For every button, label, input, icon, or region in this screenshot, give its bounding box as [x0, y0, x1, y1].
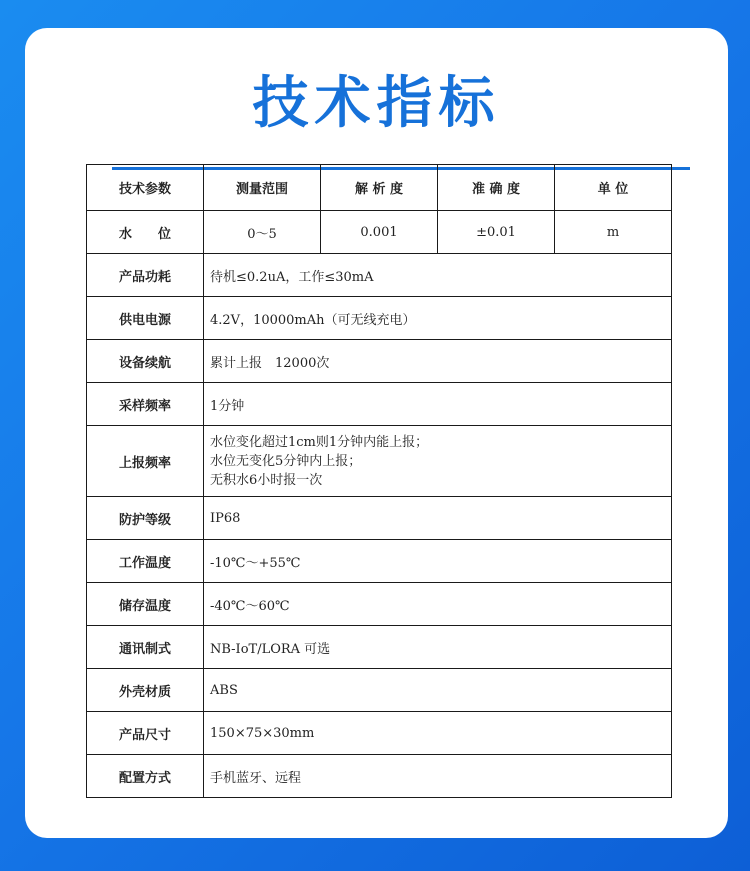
row-label: 工作温度 — [87, 540, 204, 583]
table-row — [87, 712, 672, 755]
table-row — [87, 340, 672, 383]
table-row — [87, 540, 672, 583]
row-value: 150×75×30mm — [204, 712, 672, 755]
header-cell: 准 确 度 — [438, 165, 555, 211]
table-row — [87, 755, 672, 798]
header-cell: 测量范围 — [204, 165, 321, 211]
row-label: 上报频率 — [87, 426, 204, 497]
value-line: 无积水6小时报一次 — [210, 472, 323, 488]
row-value: 手机蓝牙、远程 — [204, 755, 672, 798]
header-cell: 解 析 度 — [321, 165, 438, 211]
row-label: 采样频率 — [87, 383, 204, 426]
row-label: 防护等级 — [87, 497, 204, 540]
value-line: 水位变化超过1cm则1分钟内能上报； — [210, 434, 429, 450]
page-title: 技术指标 — [252, 71, 501, 136]
table-row — [87, 426, 672, 497]
unit-value: m — [555, 211, 672, 254]
table-row — [87, 497, 672, 540]
header-cell: 技术参数 — [87, 165, 204, 211]
row-label: 外壳材质 — [87, 669, 204, 712]
row-value: -40℃～60℃ — [204, 583, 672, 626]
table-row — [87, 297, 672, 340]
row-value: 1分钟 — [204, 383, 672, 426]
resolution-value: 0.001 — [321, 211, 438, 254]
table-row — [87, 626, 672, 669]
row-label: 产品尺寸 — [87, 712, 204, 755]
row-label: 储存温度 — [87, 583, 204, 626]
row-label: 水 位 — [87, 211, 204, 254]
row-value — [204, 426, 672, 497]
row-value: 4.2V，10000mAh（可无线充电） — [204, 297, 672, 340]
row-label: 通讯制式 — [87, 626, 204, 669]
row-value: NB-IoT/LORA 可选 — [204, 626, 672, 669]
row-label: 供电电源 — [87, 297, 204, 340]
header-row — [87, 165, 672, 211]
table-row — [87, 211, 672, 254]
row-label: 产品功耗 — [87, 254, 204, 297]
row-value: ABS — [204, 669, 672, 712]
row-value: 待机≤0.2uA，工作≤30mA — [204, 254, 672, 297]
row-value: 累计上报 12000次 — [204, 340, 672, 383]
table-row — [87, 383, 672, 426]
table-row — [87, 583, 672, 626]
row-value: IP68 — [204, 497, 672, 540]
table-row — [87, 669, 672, 712]
row-label: 设备续航 — [87, 340, 204, 383]
spec-table — [86, 164, 672, 798]
table-row — [87, 254, 672, 297]
row-value: -10℃～+55℃ — [204, 540, 672, 583]
accuracy-value: ±0.01 — [438, 211, 555, 254]
value-line: 水位无变化5分钟内上报； — [210, 453, 362, 469]
range-value: 0～5 — [204, 211, 321, 254]
row-label: 配置方式 — [87, 755, 204, 798]
header-cell: 单 位 — [555, 165, 672, 211]
